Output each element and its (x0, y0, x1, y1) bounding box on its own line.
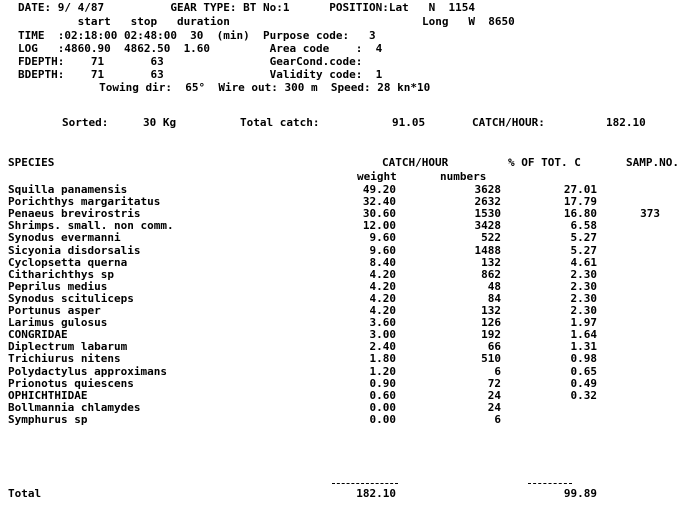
pct-value: 2.30 (570, 267, 597, 281)
numbers-value: 522 (481, 231, 501, 245)
sorted-label: Sorted: (62, 116, 109, 129)
pct-value: 5.27 (570, 231, 597, 245)
pct-value: 1.31 (570, 340, 597, 354)
species-name: CONGRIDAE (8, 328, 68, 342)
species-name: Trichiurus nitens (8, 352, 121, 366)
pct-value: 0.49 (570, 376, 597, 390)
numbers-value: 192 (481, 328, 501, 342)
col-samp-no: SAMP.NO. (626, 156, 679, 169)
numbers-value: 862 (481, 267, 501, 281)
species-name: Synodus scituliceps (8, 291, 134, 305)
total-catch-label: Total catch: (240, 116, 320, 129)
header-line-towing: Towing dir: 65° Wire out: 300 m Speed: 28 kn*10 (66, 81, 431, 94)
weight-value: 49.20 (362, 183, 396, 196)
col-numbers: numbers (440, 170, 487, 183)
weight-value: 32.40 (362, 195, 396, 209)
numbers-value: 6 (494, 412, 501, 426)
catch-hour-label: CATCH/HOUR: (472, 116, 545, 129)
numbers-value: 1488 (474, 243, 501, 257)
pct-value: 27.01 (563, 183, 597, 196)
species-name: Cyclopsetta querna (8, 255, 128, 269)
pct-value: 17.79 (563, 195, 597, 209)
numbers-value: 3428 (474, 219, 501, 233)
sorted-value: 30 Kg (143, 116, 177, 129)
weight-value: 3.00 (369, 328, 396, 342)
numbers-value: 126 (481, 316, 501, 330)
pct-value: 5.27 (570, 243, 597, 257)
pct-value: 16.80 (563, 207, 597, 221)
pct-value: 2.30 (570, 279, 597, 293)
weight-value: 8.40 (369, 255, 396, 269)
weight-value: 1.80 (369, 352, 396, 366)
numbers-value: 72 (487, 376, 501, 390)
species-name: Diplectrum labarum (8, 340, 128, 354)
total-catch-value: 91.05 (392, 116, 426, 129)
pct-value: 6.58 (570, 219, 597, 233)
header-line-log: LOG :4860.90 4862.50 1.60 Area code : 4 (18, 42, 383, 55)
samp-value: 373 (640, 207, 660, 221)
numbers-value: 24 (487, 400, 501, 414)
weight-value: 9.60 (369, 231, 396, 245)
col-catch-hour: CATCH/HOUR (382, 156, 449, 169)
species-name: Prionotus quiescens (8, 376, 134, 390)
numbers-value: 510 (481, 352, 501, 366)
weight-value: 1.20 (369, 364, 396, 378)
species-name: Squilla panamensis (8, 183, 128, 196)
species-name: Portunus asper (8, 304, 101, 317)
total-label: Total (8, 487, 42, 500)
numbers-value: 48 (487, 279, 501, 293)
species-name: Porichthys margaritatus (8, 195, 161, 209)
weight-value: 4.20 (369, 279, 396, 293)
total-weight: 182.10 (356, 487, 396, 500)
header-line-columns: start stop duration Long W 8650 (18, 15, 515, 28)
numbers-value: 24 (487, 388, 501, 402)
weight-value: 3.60 (369, 316, 396, 330)
col-species: SPECIES (8, 156, 55, 169)
pct-value: 2.30 (570, 291, 597, 305)
pct-value: 0.98 (570, 352, 597, 366)
species-name: Synodus evermanni (8, 231, 121, 245)
total-weight-rule (332, 483, 398, 484)
pct-value: 0.65 (570, 364, 597, 378)
weight-value: 4.20 (369, 267, 396, 281)
pct-value: 1.97 (570, 316, 597, 330)
weight-value: 12.00 (362, 219, 396, 233)
col-weight: weight (357, 170, 397, 183)
species-name: Shrimps. small. non comm. (8, 219, 174, 233)
species-name: Penaeus brevirostris (8, 207, 141, 221)
weight-value: 2.40 (369, 340, 396, 354)
numbers-value: 66 (487, 340, 501, 354)
species-name: Symphurus sp (8, 412, 88, 426)
catch-hour-value: 182.10 (606, 116, 646, 129)
total-pct: 99.89 (563, 487, 597, 500)
weight-value: 0.90 (369, 376, 396, 390)
pct-value: 0.32 (570, 388, 597, 402)
pct-value: 4.61 (570, 255, 597, 269)
species-name: Sicyonia disdorsalis (8, 243, 141, 257)
species-name: Bollmannia chlamydes (8, 400, 141, 414)
numbers-value: 1530 (474, 207, 501, 221)
weight-value: 0.60 (369, 388, 396, 402)
numbers-value: 132 (481, 255, 501, 269)
species-name: Larimus gulosus (8, 316, 108, 330)
species-name: Peprilus medius (8, 279, 108, 293)
weight-value: 30.60 (362, 207, 396, 221)
weight-value: 0.00 (369, 400, 396, 414)
col-pct-total: % OF TOT. C (508, 156, 581, 169)
species-name: Citharichthys sp (8, 267, 114, 281)
numbers-value: 132 (481, 304, 501, 317)
numbers-value: 2632 (474, 195, 501, 209)
weight-value: 0.00 (369, 412, 396, 426)
header-line-fdepth: FDEPTH: 71 63 GearCond.code: (18, 55, 363, 68)
weight-value: 4.20 (369, 291, 396, 305)
numbers-value: 6 (494, 364, 501, 378)
pct-value: 1.64 (570, 328, 597, 342)
numbers-value: 84 (487, 291, 501, 305)
species-name: OPHICHTHIDAE (8, 388, 88, 402)
weight-value: 9.60 (369, 243, 396, 257)
species-name: Polydactylus approximans (8, 364, 167, 378)
pct-value: 2.30 (570, 304, 597, 317)
header-line-time: TIME :02:18:00 02:48:00 30 (min) Purpose code: 3 (18, 29, 376, 42)
weight-value: 4.20 (369, 304, 396, 317)
header-line-bdepth: BDEPTH: 71 63 Validity code: 1 (18, 68, 383, 81)
header-line-date-gear-position: DATE: 9/ 4/87 GEAR TYPE: BT No:1 POSITION:Lat N 1154 (18, 1, 475, 14)
total-pct-rule (528, 483, 572, 484)
numbers-value: 3628 (474, 183, 501, 196)
